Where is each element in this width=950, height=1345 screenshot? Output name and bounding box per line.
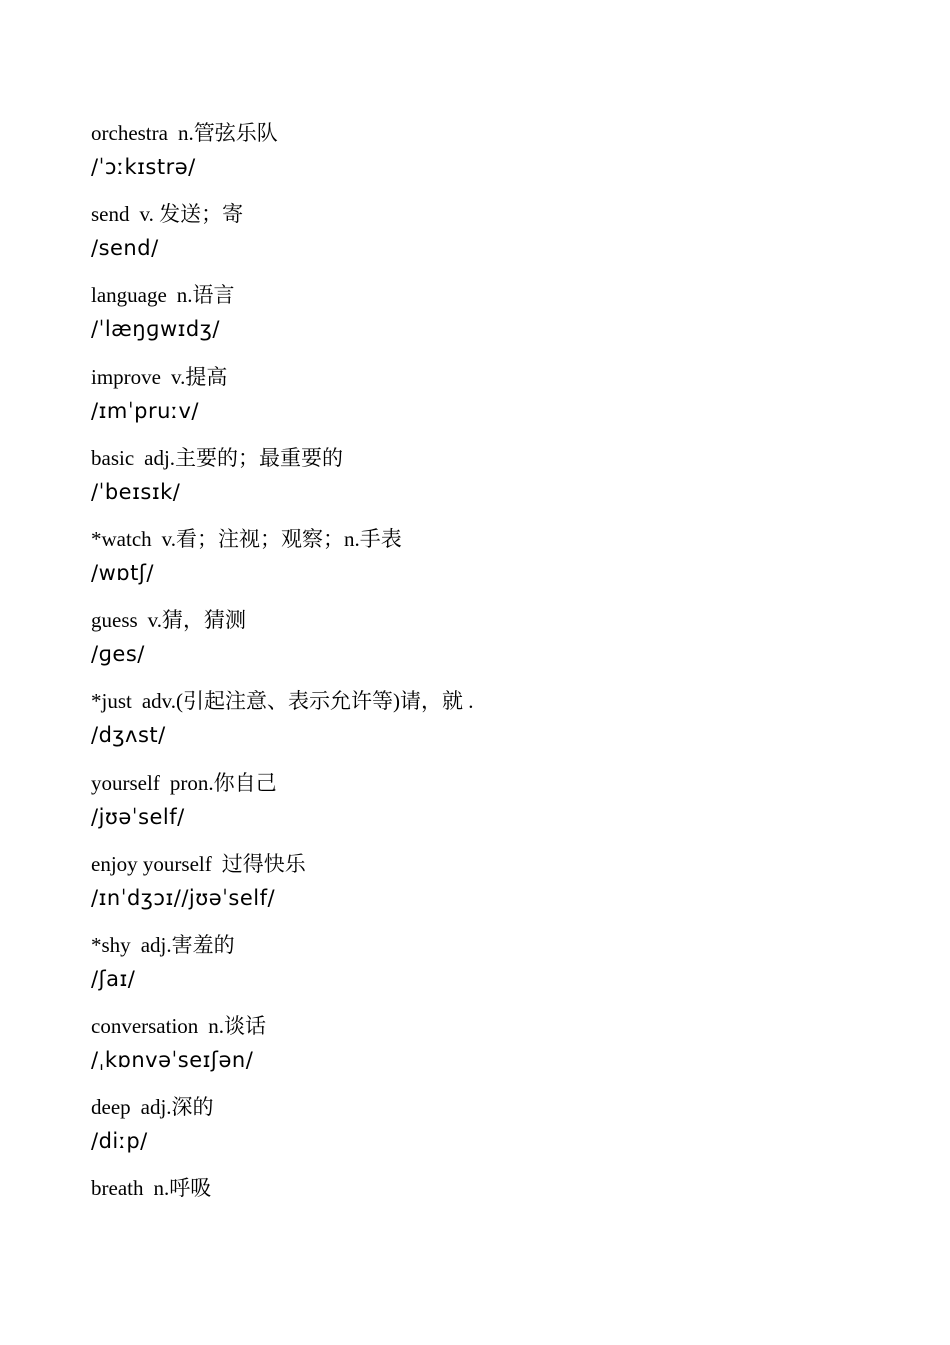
vocabulary-entry xyxy=(91,1090,911,1171)
entry-definition: n.谈话 xyxy=(208,1014,267,1039)
entry-headline xyxy=(91,360,911,394)
entry-headline xyxy=(91,1009,911,1043)
entry-definition: adv.(引起注意、表示允许等)请，就 . xyxy=(141,689,474,714)
vocabulary-entry xyxy=(91,1009,911,1090)
entry-phonetic: /ˌkɒnvəˈseɪʃən/ xyxy=(91,1048,254,1073)
entry-definition: v.猜，猜测 xyxy=(147,608,247,633)
entry-phonetic: /send/ xyxy=(91,236,159,261)
entry-word: yourself xyxy=(91,770,160,795)
entry-headline xyxy=(91,441,911,475)
vocabulary-entry xyxy=(91,441,911,522)
entry-word: conversation xyxy=(91,1014,199,1039)
entry-headline xyxy=(91,766,911,800)
entry-definition: adj.害羞的 xyxy=(140,932,235,957)
entry-definition: adj.主要的；最重要的 xyxy=(144,445,344,470)
entry-word: deep xyxy=(91,1095,131,1120)
vocabulary-entry xyxy=(91,928,911,1009)
vocabulary-list xyxy=(91,116,911,1253)
entry-phonetic: /dʒʌst/ xyxy=(91,723,166,748)
entry-word: *just xyxy=(91,689,132,714)
vocabulary-entry xyxy=(91,766,911,847)
entry-headline xyxy=(91,684,911,718)
entry-phonetic: /ˈɔːkɪstrə/ xyxy=(91,155,196,179)
entry-phonetic: /ɪmˈpruːv/ xyxy=(91,398,199,423)
entry-phonetic: /ˈbeɪsɪk/ xyxy=(91,479,181,504)
entry-word: enjoy yourself xyxy=(91,851,212,876)
entry-definition: v.看；注视；观察；n.手表 xyxy=(161,526,402,551)
entry-definition: n.呼吸 xyxy=(153,1176,212,1201)
entry-word: guess xyxy=(91,608,138,633)
entry-headline xyxy=(91,1090,911,1124)
entry-word: orchestra xyxy=(91,121,168,145)
entry-definition: adj.深的 xyxy=(140,1095,214,1120)
vocabulary-entry xyxy=(91,603,911,684)
vocabulary-entry xyxy=(91,360,911,441)
entry-headline xyxy=(91,1171,911,1205)
entry-phonetic: /ˈlæŋɡwɪdʒ/ xyxy=(91,317,220,342)
entry-word: language xyxy=(91,283,167,308)
entry-phonetic: /ɪnˈdʒɔɪ//jʊəˈself/ xyxy=(91,885,276,910)
entry-definition: n.管弦乐队 xyxy=(177,121,278,145)
entry-phonetic: /ɡes/ xyxy=(91,642,145,667)
entry-definition: v.提高 xyxy=(170,364,228,389)
entry-headline xyxy=(91,116,911,150)
entry-phonetic: /diːp/ xyxy=(91,1129,148,1154)
entry-word: basic xyxy=(91,445,135,470)
entry-phonetic: /ʃaɪ/ xyxy=(91,966,136,991)
entry-word: *shy xyxy=(91,932,131,957)
entry-headline xyxy=(91,847,911,881)
entry-headline xyxy=(91,928,911,962)
vocabulary-entry xyxy=(91,684,911,765)
entry-definition: v. 发送；寄 xyxy=(139,202,244,227)
entry-phonetic: /wɒtʃ/ xyxy=(91,560,154,585)
entry-phonetic: /jʊəˈself/ xyxy=(91,804,185,829)
entry-headline xyxy=(91,603,911,637)
vocabulary-entry xyxy=(91,522,911,603)
entry-definition: 过得快乐 xyxy=(221,851,306,876)
entry-headline xyxy=(91,197,911,231)
vocabulary-entry xyxy=(91,847,911,928)
entry-definition: n.语言 xyxy=(176,283,235,308)
entry-headline xyxy=(91,522,911,556)
vocabulary-entry xyxy=(91,116,911,197)
entry-definition: pron.你自己 xyxy=(169,770,277,795)
entry-word: *watch xyxy=(91,526,152,551)
entry-word: improve xyxy=(91,364,161,389)
entry-word: send xyxy=(91,202,130,227)
vocabulary-entry xyxy=(91,278,911,359)
entry-headline xyxy=(91,278,911,312)
vocabulary-entry xyxy=(91,197,911,278)
entry-word: breath xyxy=(91,1176,144,1201)
vocabulary-entry xyxy=(91,1171,911,1252)
